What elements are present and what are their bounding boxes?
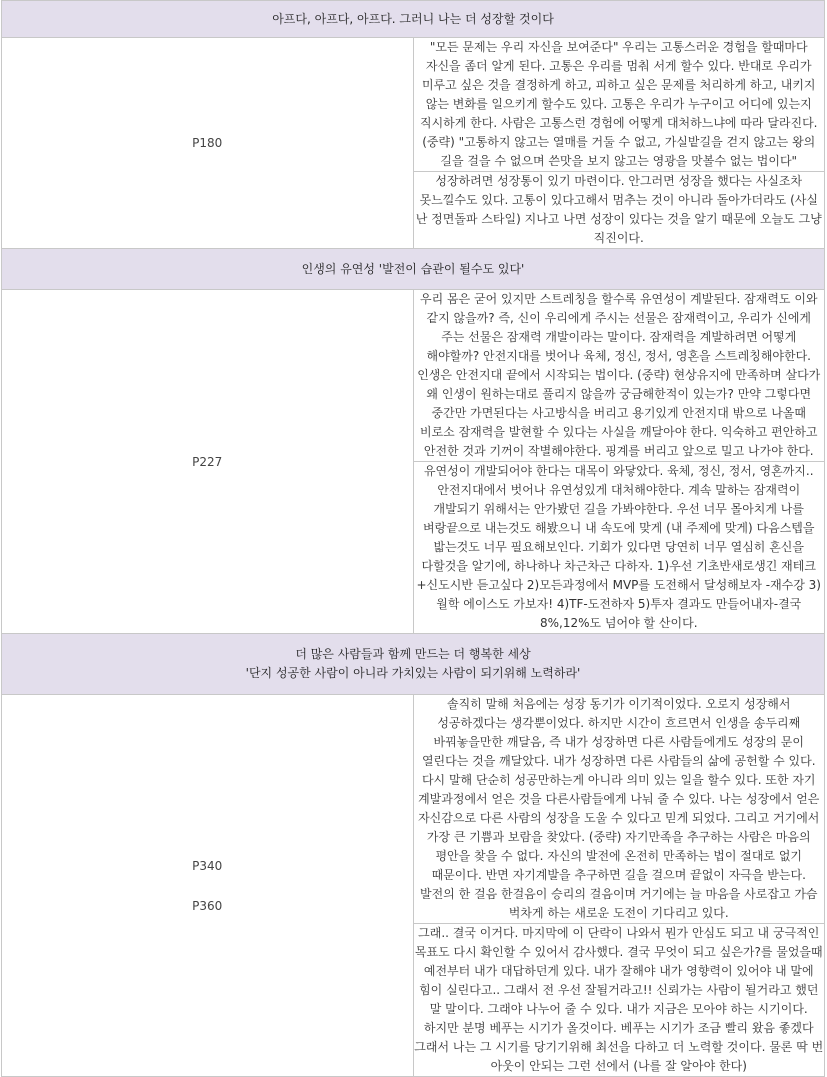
reflection-text: 성장하려면 성장통이 있기 마련이다. 안그러면 성장을 했다는 사실조차 못느낄수도 있다. 고통이 있다고해서 멈추는 것이 아니라 돌아가더라도 (사실 난 정면돌파 스타일) 지나고 나면 성장이 있다는 것을 알기 때문에 오늘도 그냥 직진이다. — [413, 172, 825, 249]
quote-row — [2, 38, 825, 172]
quote-row — [2, 695, 825, 924]
page-number: P360 — [192, 898, 223, 913]
section-header-row — [2, 1, 825, 38]
section-header-row — [2, 249, 825, 290]
section-subheader-text: '단지 성공한 사람이 아니라 가치있는 사람이 되기위해 노력하라' — [245, 666, 581, 680]
page-reference — [2, 290, 414, 634]
section-header-text: 아프다, 아프다, 아프다. 그러니 나는 더 성장할 것이다 — [272, 11, 554, 26]
quote-text: 솔직히 말해 처음에는 성장 동기가 이기적이었다. 오로지 성장해서 성공하겠다는 생각뿐이었다. 하지만 시간이 흐르면서 인생을 송두리째 바꿔놓을만한 깨달음, 즉 내가 성장하면 다른 사람들에게도 성장의 문이 열린다는 것을 깨달았다. 내가 성장하면 다른 사람들의 삶에 공헌할 수 있다. 다시 말해 단순히 성공만하는게 아니라 의미 있는 일을 할수 있다. 또한 자기 계발과정에서 얻은 것을 다른사람들에게 나눠 줄 수 있다. 나는 성장에서 얻은 자신감으로 다른 사람의 성장을 도울 수 있다고 믿게 되었다. 그리고 거기에서 가장 큰 기쁨과 보람을 찾았다. (중략) 자기만족을 추구하는 사람은 마음의 평안을 찾을 수 없다. 자신의 발전에 온전히 만족하는 법이 절대로 없기 때문이다. 반면 자기계발을 추구하면 길을 걸으며 끝없이 자극을 받는다. 발전의 한 걸음 한걸음이 승리의 걸음이며 거기에는 늘 마음을 사로잡고 가슴 벅차게 하는 새로운 도전이 기다리고 있다. — [413, 695, 825, 924]
page-number: P227 — [192, 454, 223, 469]
section-header-text: 더 많은 사람들과 함께 만드는 더 행복한 세상 — [295, 647, 531, 661]
reflection-text: 유연성이 개발되어야 한다는 대목이 와닿았다. 육체, 정신, 정서, 영혼까지.. 안전지대에서 벗어나 유연성있게 대처해야한다. 계속 말하는 잠재력이 개발되기 위해서는 안가봤던 길을 가봐야한다. 우선 너무 몰아치게 나를 벼랑끝으로 내는것도 해봤으니 내 속도에 맞게 (내 주제에 맞게) 다음스텝을 밟는것도 너무 필요해보인다. 기회가 있다면 당연히 너무 열심히 혼신을 다할것을 알기에, 하나하나 차근차근 다하자. 1)우선 기초반새로생긴 재테크+신도시반 듣고싶다 2)모든과정에서 MVP를 도전해서 달성해보자 -재수강 3)월학 에이스도 가보자! 4)TF-도전하자 5)투자 결과도 만들어내자-결국 8%,12%도 넘어야 할 산이다. — [413, 462, 825, 634]
section-header — [2, 1, 825, 38]
page-number: P340 — [192, 858, 223, 873]
page-reference — [2, 695, 414, 1077]
reflection-text: 그래.. 결국 이거다. 마지막에 이 단락이 나와서 뭔가 안심도 되고 내 궁극적인 목표도 다시 확인할 수 있어서 감사했다. 결국 무엇이 되고 싶은가?를 물었을때 예전부터 내가 대답하던게 있다. 내가 잘해야 내가 영향력이 있어야 내 말에 힘이 실린다고.. 그래서 전 우선 잘될거라고!! 신뢰가는 사람이 될거라고 했던 말 말이다. 그래야 나누어 줄 수 있다. 내가 지금은 모아야 하는 시기이다. 하지만 분명 베푸는 시기가 올것이다. 베푸는 시기가 조금 빨리 왔음 좋겠다 그래서 나는 그 시기를 당기기위해 최선을 다하고 더 노력할 것이다. 물론 딱 번 아웃이 안되는 그런 선에서 (나를 잘 알아야 한다) — [413, 924, 825, 1077]
section-header — [2, 634, 825, 695]
page-number: P180 — [192, 136, 223, 150]
quote-text: 우리 몸은 굳어 있지만 스트레칭을 할수록 유연성이 계발된다. 잠재력도 이와 같지 않을까? 즉, 신이 우리에게 주시는 선물은 잠재력이고, 우리가 신에게 주는 선물은 잠재력 개발이라는 말이다. 잠재력을 계발하려면 어떻게 해야할까? 안전지대를 벗어나 육체, 정신, 정서, 영혼을 스트레칭해야한다. 인생은 안전지대 끝에서 시작되는 법이다. (중략) 현상유지에 만족하며 살다가 왜 인생이 원하는대로 풀리지 않을까 궁금해한적이 있는가? 만약 그렇다면 중간만 가면된다는 사고방식을 버리고 용기있게 안전지대 밖으로 나올때 비로소 잠재력을 발현할 수 있다는 사실을 깨달아야 한다. 익숙하고 편안하고 안전한 것과 기꺼이 작별해야한다. 핑계를 버리고 앞으로 밀고 나가야 한다. — [413, 290, 825, 462]
quote-row — [2, 290, 825, 462]
section-header — [2, 249, 825, 290]
section-header-row — [2, 634, 825, 695]
quote-text: "모든 문제는 우리 자신을 보여준다" 우리는 고통스러운 경험을 할때마다 자신을 좀더 알게 된다. 고통은 우리를 멈춰 서게 할수 있다. 반대로 우리가 미루고 싶은 것을 결정하게 하고, 피하고 싶은 문제를 처리하게 하고, 내키지 않는 변화를 일으키게 할수도 있다. 고통은 우리가 누구이고 어디에 있는지 직시하게 한다. 사람은 고통스런 경험에 어떻게 대처하느냐에 따라 달라진다. (중략) "고통하지 않고는 열매를 거둘 수 없고, 가실밭길을 걷지 않고는 왕의 길을 걸을 수 없으며 쓴맛을 보지 않고는 영광을 맛볼수 없는 법이다" — [413, 38, 825, 172]
reading-notes-table — [1, 0, 825, 1077]
page-reference — [2, 38, 414, 249]
section-header-text: 인생의 유연성 '발전이 습관이 될수도 있다' — [301, 261, 525, 276]
